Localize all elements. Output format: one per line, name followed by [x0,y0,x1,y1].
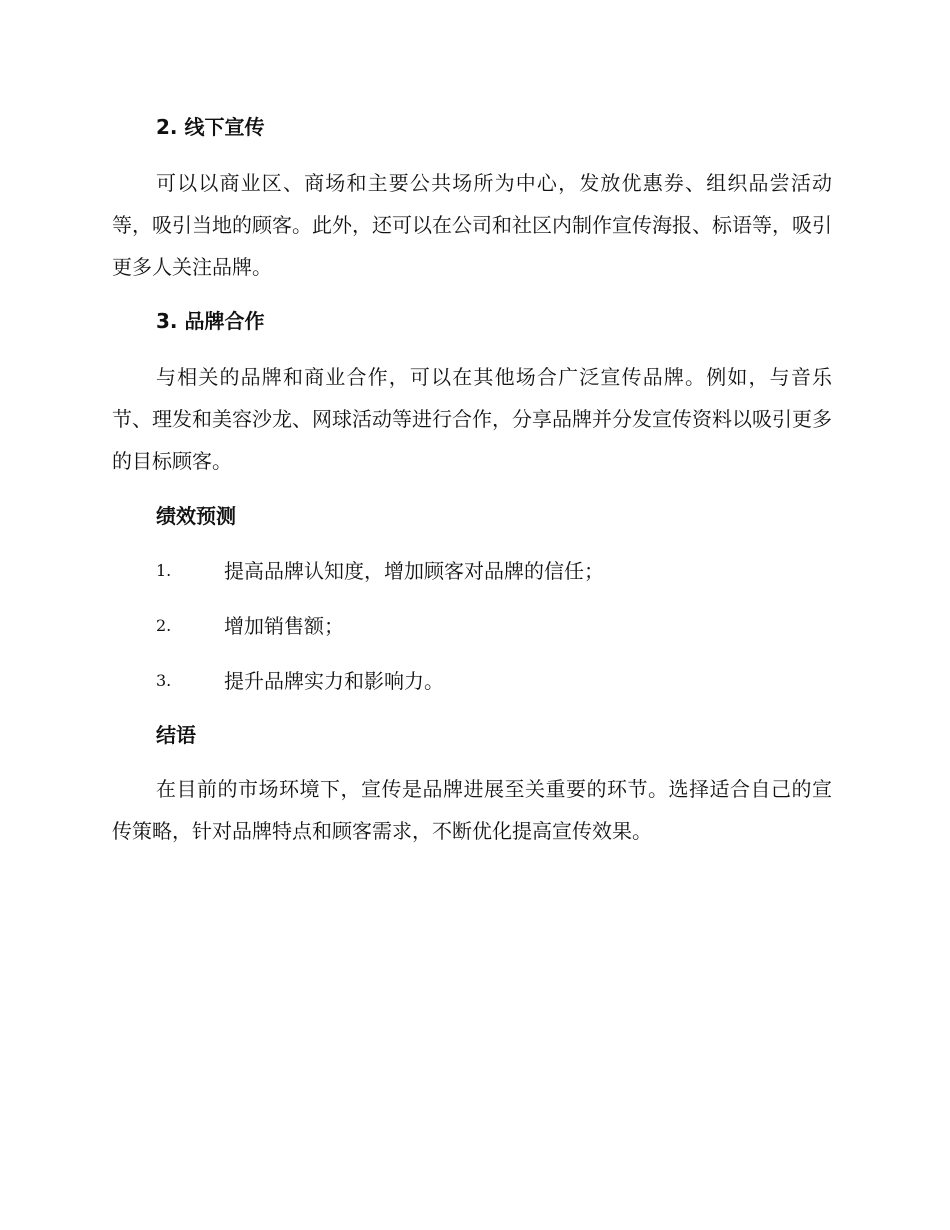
section-heading-performance-forecast: 绩效预测 [156,504,236,528]
paragraph-conclusion: 在目前的市场环境下，宣传是品牌进展至关重要的环节。选择适合自己的宣传策略，针对品牌特点和顾客需求，不断优化提高宣传效果。 [112,777,832,843]
section-heading-conclusion: 结语 [156,723,196,747]
paragraph-brand-cooperation: 与相关的品牌和商业合作，可以在其他场合广泛宣传品牌。例如，与音乐节、理发和美容沙龙、网球活动等进行合作，分享品牌并分发宣传资料以吸引更多的目标顾客。 [112,365,832,473]
list-item [156,667,832,695]
list-item-number: 2. [156,616,172,635]
section-heading-brand-cooperation: 3. 品牌合作 [156,309,265,333]
list-item-number: 1. [156,561,172,580]
section-heading-offline-promotion: 2. 线下宣传 [156,115,265,139]
list-item-number: 3. [156,671,172,690]
list-item [156,612,832,640]
list-item-text: 提升品牌实力和影响力。 [224,669,444,693]
list-item [156,557,832,585]
list-item-text: 提高品牌认知度，增加顾客对品牌的信任； [224,559,604,583]
paragraph-offline-promotion: 可以以商业区、商场和主要公共场所为中心，发放优惠券、组织品尝活动等，吸引当地的顾客。此外，还可以在公司和社区内制作宣传海报、标语等，吸引更多人关注品牌。 [112,171,832,279]
list-item-text: 增加销售额； [224,614,344,638]
